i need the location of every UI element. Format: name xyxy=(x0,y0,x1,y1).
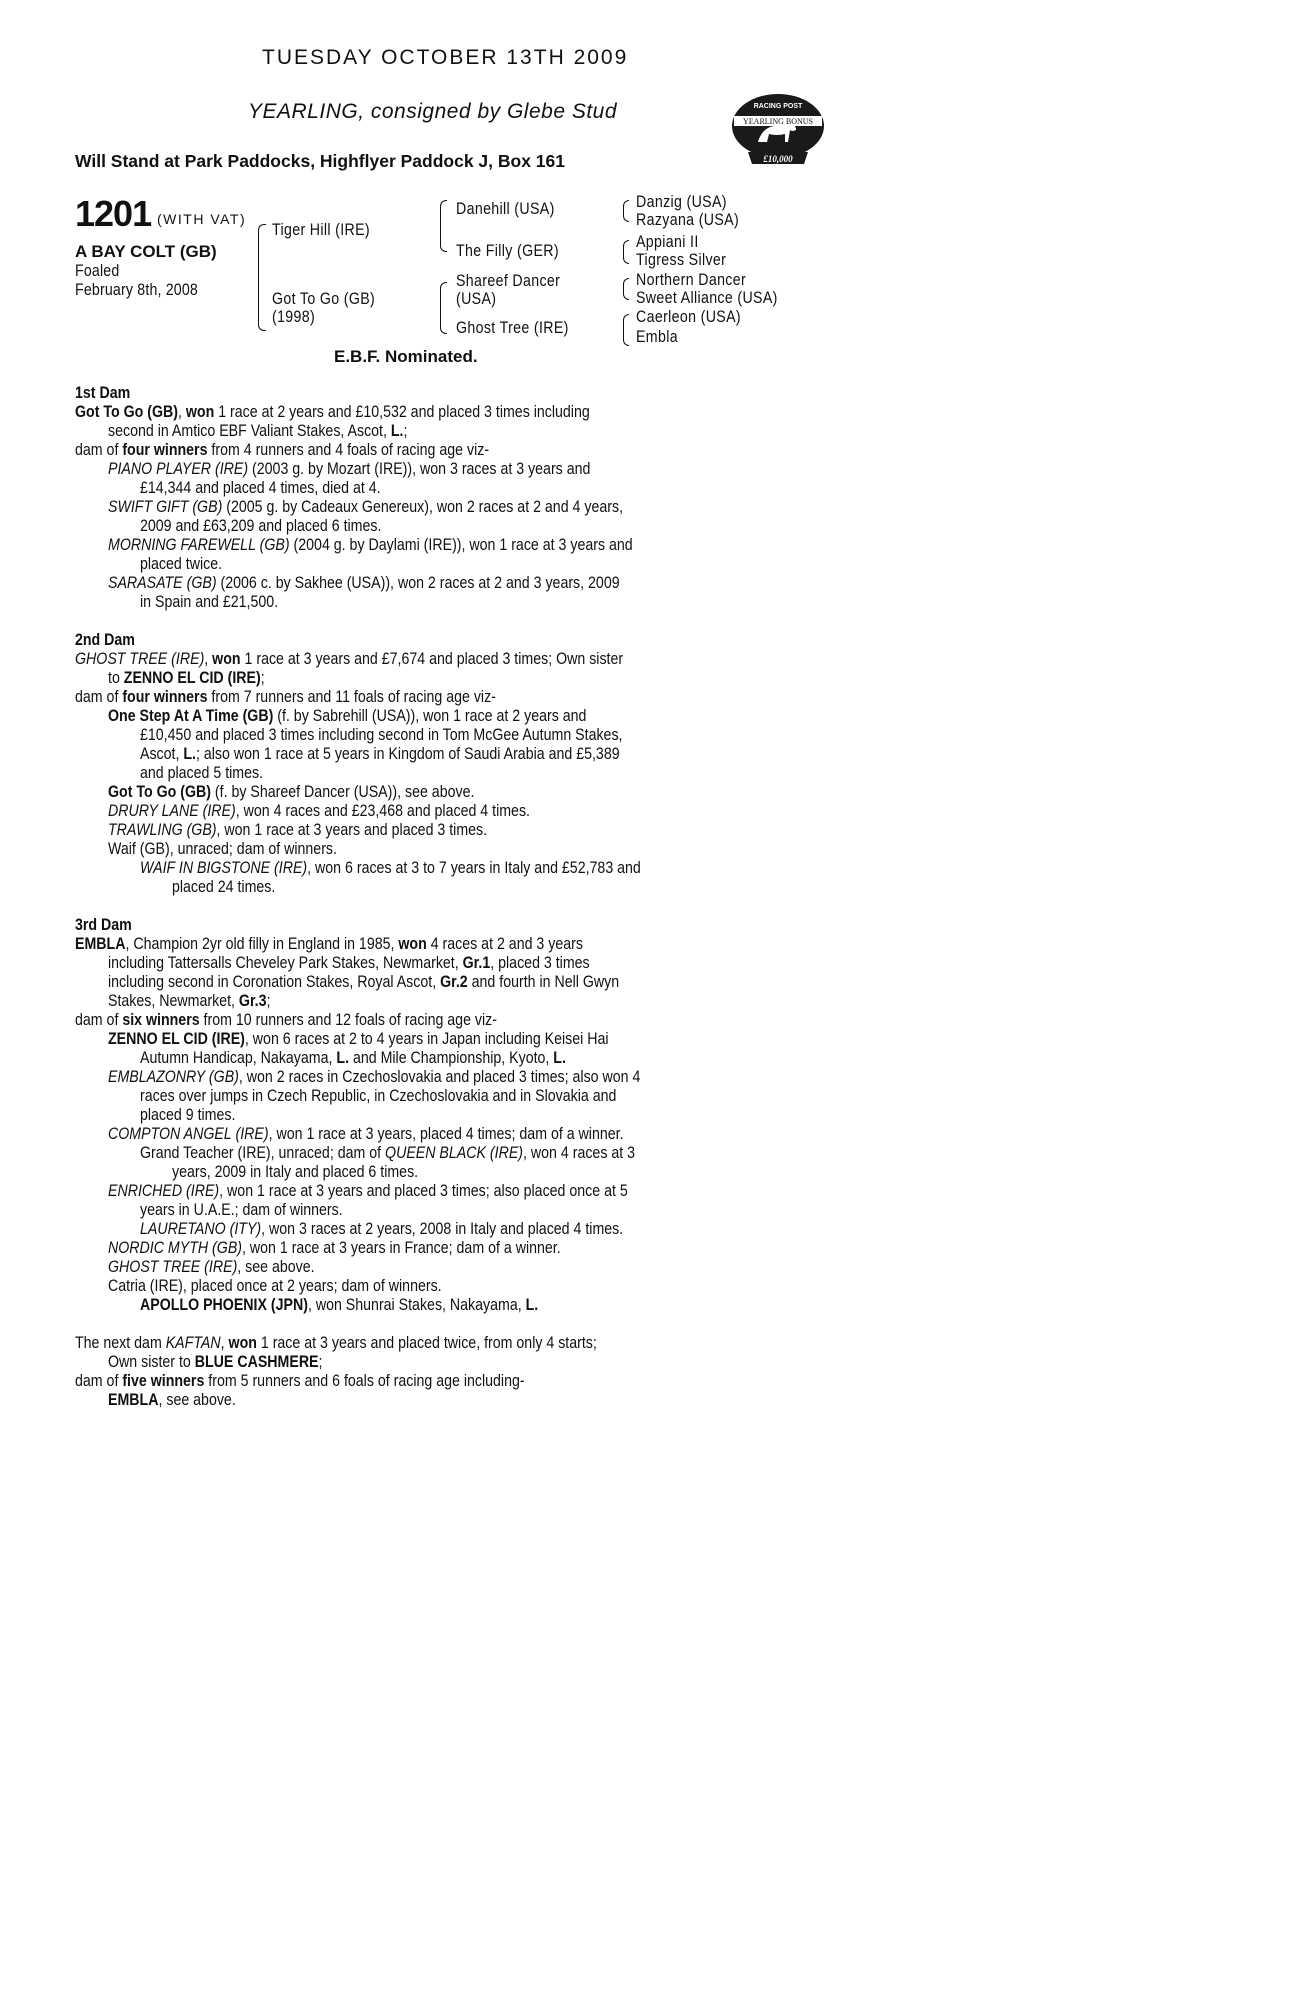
horse-name: A BAY COLT (GB) xyxy=(75,242,217,261)
dam2-line: One Step At A Time (GB) (f. by Sabrehill (USA)), won 1 race at 2 years and xyxy=(108,707,587,725)
dam3-line: EMBLA, Champion 2yr old filly in England in 1985, won 4 races at 2 and 3 years xyxy=(75,935,583,953)
yearling-bonus-badge xyxy=(728,90,828,168)
dam2-line: £10,450 and placed 3 times including second in Tom McGee Autumn Stakes, xyxy=(140,726,623,744)
dam3-line: Catria (IRE), placed once at 2 years; dam of winners. xyxy=(108,1277,442,1295)
dam1-line: placed twice. xyxy=(140,555,223,573)
dam3-line: including second in Coronation Stakes, Royal Ascot, Gr.2 and fourth in Nell Gwyn xyxy=(108,973,620,991)
pedigree-gen3-3: Appiani II xyxy=(636,233,699,251)
dam3-line: placed 9 times. xyxy=(140,1106,236,1124)
dam3-line: APOLLO PHOENIX (JPN), won Shunrai Stakes, Nakayama, L. xyxy=(140,1296,539,1314)
dam1-line: MORNING FAREWELL (GB) (2004 g. by Daylami (IRE)), won 1 race at 3 years and xyxy=(108,536,633,554)
lot-number: 1201 xyxy=(75,193,152,234)
dam3-line: COMPTON ANGEL (IRE), won 1 race at 3 years, placed 4 times; dam of a winner. xyxy=(108,1125,624,1143)
dam3-line: NORDIC MYTH (GB), won 1 race at 3 years in France; dam of a winner. xyxy=(108,1239,561,1257)
sire-dam-name: The Filly (GER) xyxy=(456,242,559,260)
dam1-line: PIANO PLAYER (IRE) (2003 g. by Mozart (IRE)), won 3 races at 3 years and xyxy=(108,460,591,478)
dam3-line: Stakes, Newmarket, Gr.3; xyxy=(108,992,271,1010)
next-dam-line: The next dam KAFTAN, won 1 race at 3 years and placed twice, from only 4 starts; xyxy=(75,1334,597,1352)
dam1-line: second in Amtico EBF Valiant Stakes, Ascot, L.; xyxy=(108,422,408,440)
dam2-line: GHOST TREE (IRE), won 1 race at 3 years and £7,674 and placed 3 times; Own sister xyxy=(75,650,624,668)
pedigree-brace-7 xyxy=(623,314,629,346)
pedigree-gen3-1: Danzig (USA) xyxy=(636,193,727,211)
badge-bottom-text: £10,000 xyxy=(763,154,793,164)
dam3-line: years in U.A.E.; dam of winners. xyxy=(140,1201,343,1219)
next-dam-line: EMBLA, see above. xyxy=(108,1391,236,1409)
dam-sire-name: Shareef Dancer xyxy=(456,272,561,290)
dam3-line: including Tattersalls Cheveley Park Stakes, Newmarket, Gr.1, placed 3 times xyxy=(108,954,590,972)
pedigree-brace-3 xyxy=(440,282,447,334)
dam-name: Got To Go (GB) xyxy=(272,290,376,308)
dam2-line: and placed 5 times. xyxy=(140,764,264,782)
dam2-line: Got To Go (GB) (f. by Shareef Dancer (USA)), see above. xyxy=(108,783,475,801)
pedigree-gen3-7: Caerleon (USA) xyxy=(636,308,741,326)
dam1-line: SWIFT GIFT (GB) (2005 g. by Cadeaux Genereux), won 2 races at 2 and 4 years, xyxy=(108,498,624,516)
dam3-line: dam of six winners from 10 runners and 12 foals of racing age viz- xyxy=(75,1011,497,1029)
sire-sire-name: Danehill (USA) xyxy=(456,200,555,218)
pedigree-brace-4 xyxy=(623,200,629,222)
dam2-line: DRURY LANE (IRE), won 4 races and £23,468 and placed 4 times. xyxy=(108,802,530,820)
dam1-line: Got To Go (GB), won 1 race at 2 years and £10,532 and placed 3 times including xyxy=(75,403,590,421)
dam2-line: dam of four winners from 7 runners and 11 foals of racing age viz- xyxy=(75,688,496,706)
dam1-line: £14,344 and placed 4 times, died at 4. xyxy=(140,479,381,497)
section-heading-2nd-dam: 2nd Dam xyxy=(75,631,135,649)
section-heading-3rd-dam: 3rd Dam xyxy=(75,916,132,934)
pedigree-brace-5 xyxy=(623,240,629,264)
dam-sire-country: (USA) xyxy=(456,290,497,308)
dam3-line: races over jumps in Czech Republic, in Czechoslovakia and in Slovakia and xyxy=(140,1087,617,1105)
dam2-line: to ZENNO EL CID (IRE); xyxy=(108,669,265,687)
dam-dam-name: Ghost Tree (IRE) xyxy=(456,319,569,337)
ebf-note: E.B.F. Nominated. xyxy=(334,347,478,366)
dam3-line: Grand Teacher (IRE), unraced; dam of QUEEN BLACK (IRE), won 4 races at 3 xyxy=(140,1144,636,1162)
dam1-line: SARASATE (GB) (2006 c. by Sakhee (USA)), won 2 races at 2 and 3 years, 2009 xyxy=(108,574,620,592)
dam1-line: 2009 and £63,209 and placed 6 times. xyxy=(140,517,382,535)
dam2-line: Waif (GB), unraced; dam of winners. xyxy=(108,840,337,858)
sire-name: Tiger Hill (IRE) xyxy=(272,221,371,239)
pedigree-brace-1 xyxy=(258,224,266,331)
pedigree-brace-6 xyxy=(623,278,629,300)
vat-note: (WITH VAT) xyxy=(157,211,247,227)
dam3-line: GHOST TREE (IRE), see above. xyxy=(108,1258,315,1276)
dam2-line: Ascot, L.; also won 1 race at 5 years in Kingdom of Saudi Arabia and £5,389 xyxy=(140,745,620,763)
dam3-line: Autumn Handicap, Nakayama, L. and Mile Championship, Kyoto, L. xyxy=(140,1049,566,1067)
badge-middle-text: YEARLING BONUS xyxy=(743,117,813,126)
dam3-line: ENRICHED (IRE), won 1 race at 3 years and placed 3 times; also placed once at 5 xyxy=(108,1182,628,1200)
next-dam-line: Own sister to BLUE CASHMERE; xyxy=(108,1353,323,1371)
dam3-line: LAURETANO (ITY), won 3 races at 2 years, 2008 in Italy and placed 4 times. xyxy=(140,1220,624,1238)
dam2-line: WAIF IN BIGSTONE (IRE), won 6 races at 3 to 7 years in Italy and £52,783 and xyxy=(140,859,641,877)
foaled-label: Foaled xyxy=(75,262,120,280)
dam3-line: EMBLAZONRY (GB), won 2 races in Czechoslovakia and placed 3 times; also won 4 xyxy=(108,1068,641,1086)
dam3-line: ZENNO EL CID (IRE), won 6 races at 2 to 4 years in Japan including Keisei Hai xyxy=(108,1030,609,1048)
dam1-line: dam of four winners from 4 runners and 4 foals of racing age viz- xyxy=(75,441,490,459)
pedigree-brace-2 xyxy=(440,200,447,252)
section-heading-1st-dam: 1st Dam xyxy=(75,384,131,402)
dam2-line: placed 24 times. xyxy=(172,878,276,896)
dam2-line: TRAWLING (GB), won 1 race at 3 years and placed 3 times. xyxy=(108,821,488,839)
foaled-date: February 8th, 2008 xyxy=(75,281,199,299)
consignment-line: YEARLING, consigned by Glebe Stud xyxy=(248,100,618,123)
dam3-line: years, 2009 in Italy and placed 6 times. xyxy=(172,1163,419,1181)
badge-top-text: RACING POST xyxy=(753,103,803,110)
pedigree-gen3-8: Embla xyxy=(636,328,678,346)
dam-year: (1998) xyxy=(272,308,316,326)
stand-location: Will Stand at Park Paddocks, Highflyer Paddock J, Box 161 xyxy=(75,151,565,171)
sale-date: TUESDAY OCTOBER 13TH 2009 xyxy=(262,46,629,69)
pedigree-gen3-6: Sweet Alliance (USA) xyxy=(636,289,778,307)
next-dam-line: dam of five winners from 5 runners and 6 foals of racing age including- xyxy=(75,1372,525,1390)
dam1-line: in Spain and £21,500. xyxy=(140,593,279,611)
pedigree-gen3-5: Northern Dancer xyxy=(636,271,747,289)
pedigree-gen3-4: Tigress Silver xyxy=(636,251,727,269)
pedigree-gen3-2: Razyana (USA) xyxy=(636,211,740,229)
